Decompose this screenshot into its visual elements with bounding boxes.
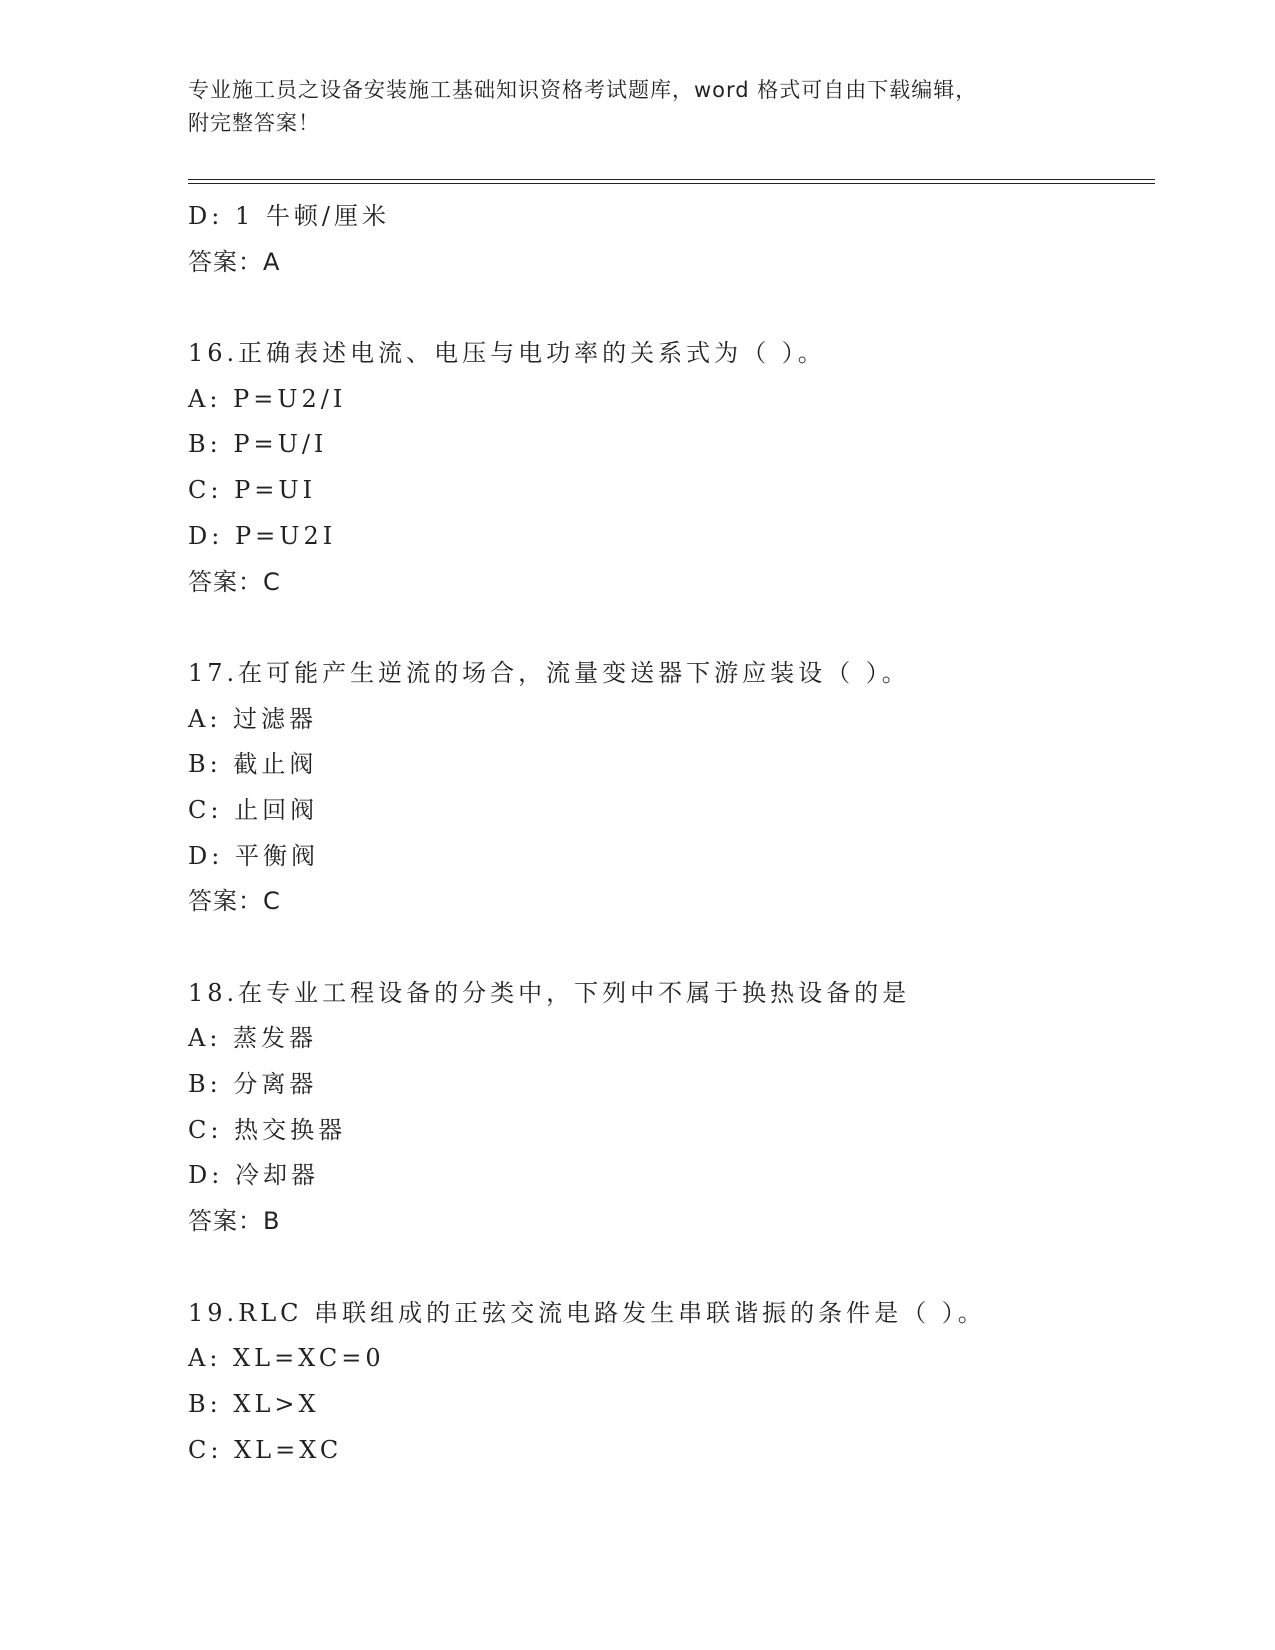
question-18 xyxy=(188,971,1148,1245)
question-stem: 19.RLC 串联组成的正弦交流电路发生串联谐振的条件是（ ）。 xyxy=(188,1298,986,1327)
question-stem: 16.正确表述电流、电压与电功率的关系式为（ ）。 xyxy=(188,339,826,368)
option-c: C: 热交换器 xyxy=(188,1115,347,1144)
option-c: C: XL=XC xyxy=(188,1435,343,1464)
option-b: B: 截止阀 xyxy=(188,750,318,779)
question-spacer xyxy=(188,925,1148,971)
header-divider-bottom xyxy=(188,183,1155,184)
question-spacer xyxy=(188,285,1148,331)
option-c: C: P=UI xyxy=(188,476,317,505)
option-d: D: 冷却器 xyxy=(188,1161,319,1190)
option-d: D: P=U2I xyxy=(188,521,337,550)
option-d: D: 平衡阀 xyxy=(188,841,319,870)
header-line-2: 附完整答案！ xyxy=(188,111,320,135)
header-line-1: 专业施工员之设备安装施工基础知识资格考试题库，word 格式可自由下载编辑， xyxy=(188,78,978,102)
answer-line: 答案：B xyxy=(188,1207,281,1236)
option-a: A: XL=XC=0 xyxy=(188,1344,385,1373)
answer-line: 答案：C xyxy=(188,887,281,916)
option-b: B: XL>X xyxy=(188,1389,320,1418)
option-b: B: P=U/I xyxy=(188,430,328,459)
option-a: A: 蒸发器 xyxy=(188,1024,318,1053)
answer-line: 答案：A xyxy=(188,247,281,276)
header-divider-top xyxy=(188,179,1155,180)
option-d-line: D: 1 牛顿/厘米 xyxy=(188,202,390,230)
question-stem: 18.在专业工程设备的分类中，下列中不属于换热设备的是 xyxy=(188,978,911,1007)
question-19 xyxy=(188,1291,1148,1474)
option-a: A: 过滤器 xyxy=(188,704,318,733)
option-a: A: P=U2/I xyxy=(188,384,347,413)
document-header xyxy=(188,74,1088,140)
answer-line: 答案：C xyxy=(188,567,281,596)
question-17 xyxy=(188,651,1148,925)
option-c: C: 止回阀 xyxy=(188,795,319,824)
question-spacer xyxy=(188,1245,1148,1291)
option-b: B: 分离器 xyxy=(188,1070,318,1099)
question-16 xyxy=(188,331,1148,605)
document-body xyxy=(188,194,1148,1473)
question-stem: 17.在可能产生逆流的场合，流量变送器下游应装设（ ）。 xyxy=(188,658,910,687)
question-spacer xyxy=(188,605,1148,651)
